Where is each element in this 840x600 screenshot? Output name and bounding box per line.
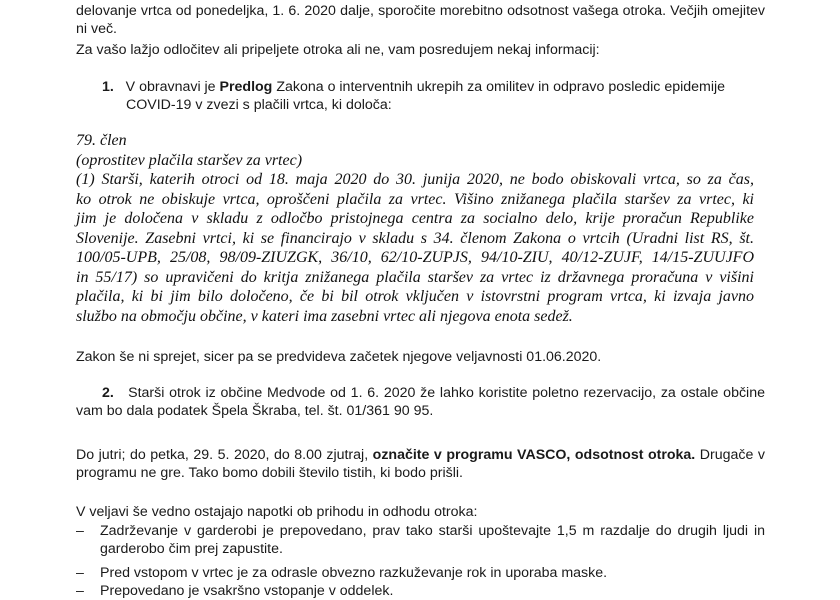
intro-line-3: Za vašo lažjo odločitev ali pripeljete otroka ali ne, vam posredujem nekaj informacij:: [76, 42, 600, 58]
law-line: jim je določena v skladu z odločbo pristojnega centra za socialno delo, krije proračun Republike: [76, 210, 754, 227]
law-line: Slovenije. Zasebni vrtci, ki se financirajo v skladu s 34. členom Zakona o vrtcih (Uradni list RS, št.: [76, 229, 754, 247]
rules-intro: V veljavi še vedno ostajajo napotki ob prihodu in odhodu otroka:: [76, 504, 478, 520]
law-line: ko otrok ne obiskuje vrtca, oproščeni plačila za vrtec. Višino znižanega plačila staršev za vrtec, ki: [76, 190, 754, 208]
law-line: službo na območju občine, v kateri ima zasebni vrtec ali njegova enota sedež.: [76, 307, 573, 325]
deadline-bold: označite v programu VASCO, odsotnost otroka.: [372, 447, 696, 463]
rule-1-line-2: garderobo čim prej zapustite.: [100, 541, 283, 557]
intro-line-1: delovanje vrtca od ponedeljka, 1. 6. 2020 dalje, sporočite morebitno odsotnost vašega otroka. Večjih omejitev: [76, 3, 765, 19]
bullet-dash: –: [76, 565, 84, 581]
item-1-text-pre: V obravnavi je: [125, 79, 216, 95]
item-1-line-2: COVID-19 v zvezi s plačili vrtca, ki določa:: [126, 97, 392, 113]
item-2: [102, 384, 765, 402]
deadline-post: Drugače v: [699, 447, 765, 463]
law-quote: [76, 131, 754, 326]
bullet-dash: –: [76, 523, 84, 539]
law-article: 79. člen: [76, 132, 127, 149]
law-line: 100/05-UPB, 25/08, 98/09-ZIUZGK, 36/10, 62/10-ZUPJS, 94/10-ZIU, 40/12-ZUJF, 14/15-ZUUJFO: [76, 249, 754, 266]
deadline-line-1: [76, 446, 765, 464]
law-line: plačila, ki bi jim bilo določeno, če bi bil otrok vključen v istovrstni program vrtca, ki izvaja javno: [76, 288, 754, 305]
item-1-bold: Predlog: [219, 79, 273, 95]
item-1-text-post: Zakona o interventnih ukrepih za omilitev in odpravo posledic epidemije: [276, 79, 726, 95]
rule-3: Prepovedano je vsakršno vstopanje v oddelek.: [100, 583, 394, 599]
item-2-line-1: Starši otrok iz občine Medvode od 1. 6. 2020 že lahko koristite poletno rezervacijo, za ostale občine: [128, 385, 765, 401]
item-1: [102, 78, 725, 96]
rule-2: Pred vstopom v vrtec je za odrasle obvezno razkuževanje rok in uporaba maske.: [100, 565, 608, 581]
item-2-number: 2.: [102, 385, 114, 401]
law-line: in 55/17) so upravičeni do kritja znižanega plačila staršev za vrtec iz državnega proračuna v višini: [76, 268, 754, 286]
law-line: (1) Starši, katerih otroci od 18. maja 2020 do 30. junija 2020, ne bodo obiskovali vrtca, so za čas,: [76, 171, 754, 188]
item-2-line-2: vam bo dala podatek Špela Škraba, tel. št. 01/361 90 95.: [76, 403, 434, 419]
law-title: (oprostitev plačila staršev za vrtec): [76, 151, 303, 169]
item-1-number: 1.: [102, 79, 114, 95]
bullet-dash: –: [76, 583, 84, 599]
intro-line-2: ni več.: [76, 21, 118, 37]
deadline-line-2: programu ne gre. Tako bomo dobili število tistih, ki bodo prišli.: [76, 465, 463, 481]
rule-1-line-1: Zadrževanje v garderobi je prepovedano, prav tako starši upoštevajte 1,5 m razdalje do drugih ljudi in: [100, 523, 765, 539]
law-note: Zakon še ni sprejet, sicer pa se predvideva začetek njegove veljavnosti 01.06.2020.: [76, 349, 602, 365]
deadline-pre: Do jutri; do petka, 29. 5. 2020, do 8.00 zjutraj,: [76, 447, 369, 463]
